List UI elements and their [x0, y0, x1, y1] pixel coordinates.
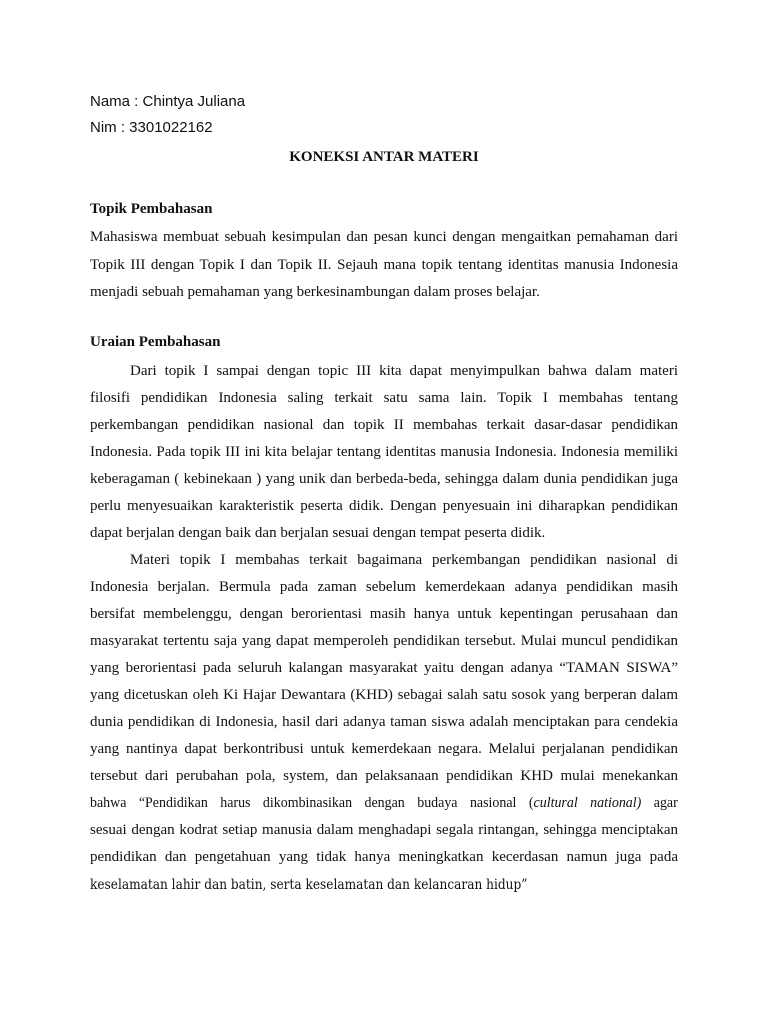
topik-line-1: Mahasiswa membuat sebuah kesimpulan dan pesan kunci dengan mengaitkan pemahaman dari: [90, 229, 678, 245]
p2-line-1: Materi topik I membahas terkait bagaimana perkembangan pendidikan nasional di: [130, 552, 678, 568]
p2-line-7: dunia pendidikan di Indonesia, hasil dari adanya taman siswa adalah menciptakan para cendekia: [90, 714, 678, 730]
topik-line-2: Topik III dengan Topik I dan Topik II. Sejauh mana topik tentang identitas manusia Indonesia: [90, 257, 678, 273]
topik-heading: Topik Pembahasan: [90, 201, 213, 217]
p2-line-6: yang dicetuskan oleh Ki Hajar Dewantara (KHD) sebagai salah satu sosok yang berperan dalam: [90, 687, 678, 703]
p1-line-2: filosifi pendidikan Indonesia saling terkait satu sama lain. Topik I membahas tentang: [90, 390, 678, 406]
student-name: Nama : Chintya Juliana: [90, 93, 246, 110]
p1-line-7: dapat berjalan dengan baik dan berjalan sesuai dengan tempat peserta didik.: [90, 525, 546, 541]
document-title: KONEKSI ANTAR MATERI: [289, 149, 479, 165]
p1-line-3: perkembangan pendidikan nasional dan topik II membahas terkait dasar-dasar pendidikan: [90, 417, 678, 433]
p2-line-9: tersebut dari perubahan pola, system, dan pelaksanaan pendidikan KHD mulai menekankan: [90, 768, 678, 784]
p1-line-6: perlu menyesuaikan karakteristik peserta didik. Dengan penyesuain ini diharapkan pendidikan: [90, 498, 678, 514]
p2-line-3: bersifat membelenggu, dengan berorientasi masih hanya untuk kepentingan perusahaan dan: [90, 606, 678, 622]
p1-line-4: Indonesia. Pada topik III ini kita belajar tentang identitas manusia Indonesia. Indonesia memiliki: [90, 444, 678, 460]
quote-line-post: agar: [641, 795, 678, 811]
last-line: keselamatan lahir dan batin, serta keselamatan dan kelancaran hidup”: [90, 877, 528, 893]
p2-line-5: yang berorientasi pada seluruh kalangan masyarakat yaitu dengan adanya “TAMAN SISWA”: [90, 660, 678, 676]
quote-line-pre: bahwa “Pendidikan harus dikombinasikan dengan budaya nasional (: [90, 795, 534, 811]
quote-line: [90, 794, 678, 812]
p1-line-1: Dari topik I sampai dengan topic III kita dapat menyimpulkan bahwa dalam materi: [130, 363, 678, 379]
topik-line-3: menjadi sebuah pemahaman yang berkesinambungan dalam proses belajar.: [90, 284, 540, 300]
p2-line-8: yang nantinya dapat berkontribusi untuk kemerdekaan negara. Melalui perjalanan pendidikan: [90, 741, 678, 757]
uraian-heading: Uraian Pembahasan: [90, 334, 221, 350]
quote-line-italic: cultural national): [533, 795, 642, 811]
p2-line-4: masyarakat tertentu saja yang dapat memperoleh pendidikan tersebut. Mulai muncul pendidikan: [90, 633, 678, 649]
student-nim: Nim : 3301022162: [90, 119, 213, 136]
p1-line-5: keberagaman ( kebinekaan ) yang unik dan berbeda-beda, sehingga dalam dunia pendidikan juga: [90, 471, 678, 487]
p2-tail-line-2: pendidikan dan pengetahuan yang tidak hanya meningkatkan kecerdasan namun juga pada: [90, 849, 678, 865]
p2-tail-line-1: sesuai dengan kodrat setiap manusia dalam menghadapi segala rintangan, sehingga menciptakan: [90, 822, 678, 838]
p2-line-2: Indonesia berjalan. Bermula pada zaman sebelum kemerdekaan adanya pendidikan masih: [90, 579, 678, 595]
